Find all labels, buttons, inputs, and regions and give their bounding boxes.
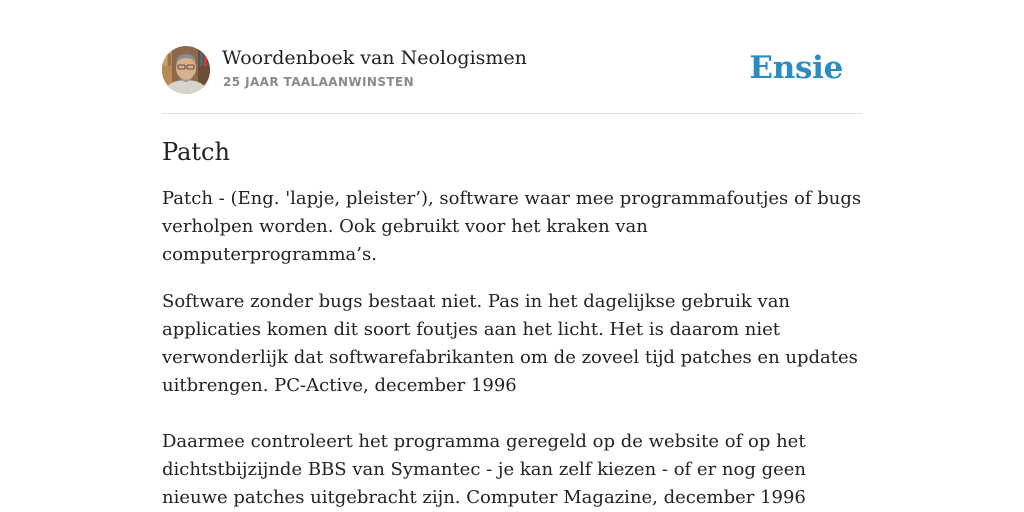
entry-definition: Patch - (Eng. 'lapje, pleister’), software waar mee programmafoutjes of bugs verholpen worden. Ook gebruikt voor het kraken van computerprogramma’s.: [162, 188, 862, 265]
ensie-logo[interactable]: Ensie: [749, 50, 843, 86]
author-portrait-icon: [162, 46, 210, 94]
header: [162, 46, 862, 114]
entry-quote: Software zonder bugs bestaat niet. Pas in het dagelijkse gebruik van applicaties komen dit soort foutjes aan het licht. Het is daarom niet verwonderlijk dat softwarefabrikanten om de zoveel tijd patches en updates uitbrengen. PC-Active, december 1996: [162, 291, 858, 396]
entry-quote: Daarmee controleert het programma geregeld op de website of op het dichtstbijzijnde BBS van Symantec - je kan zelf kiezen - of er nog geen nieuwe patches uitgebracht zijn. Computer Magazine, december 1996: [162, 431, 806, 508]
author-avatar[interactable]: [162, 46, 210, 94]
author-subtitle: 25 JAAR TAALAANWINSTEN: [223, 75, 415, 89]
entry-card: [162, 46, 862, 512]
entry-title: Patch: [162, 138, 230, 166]
author-name[interactable]: Woordenboek van Neologismen: [222, 47, 527, 69]
